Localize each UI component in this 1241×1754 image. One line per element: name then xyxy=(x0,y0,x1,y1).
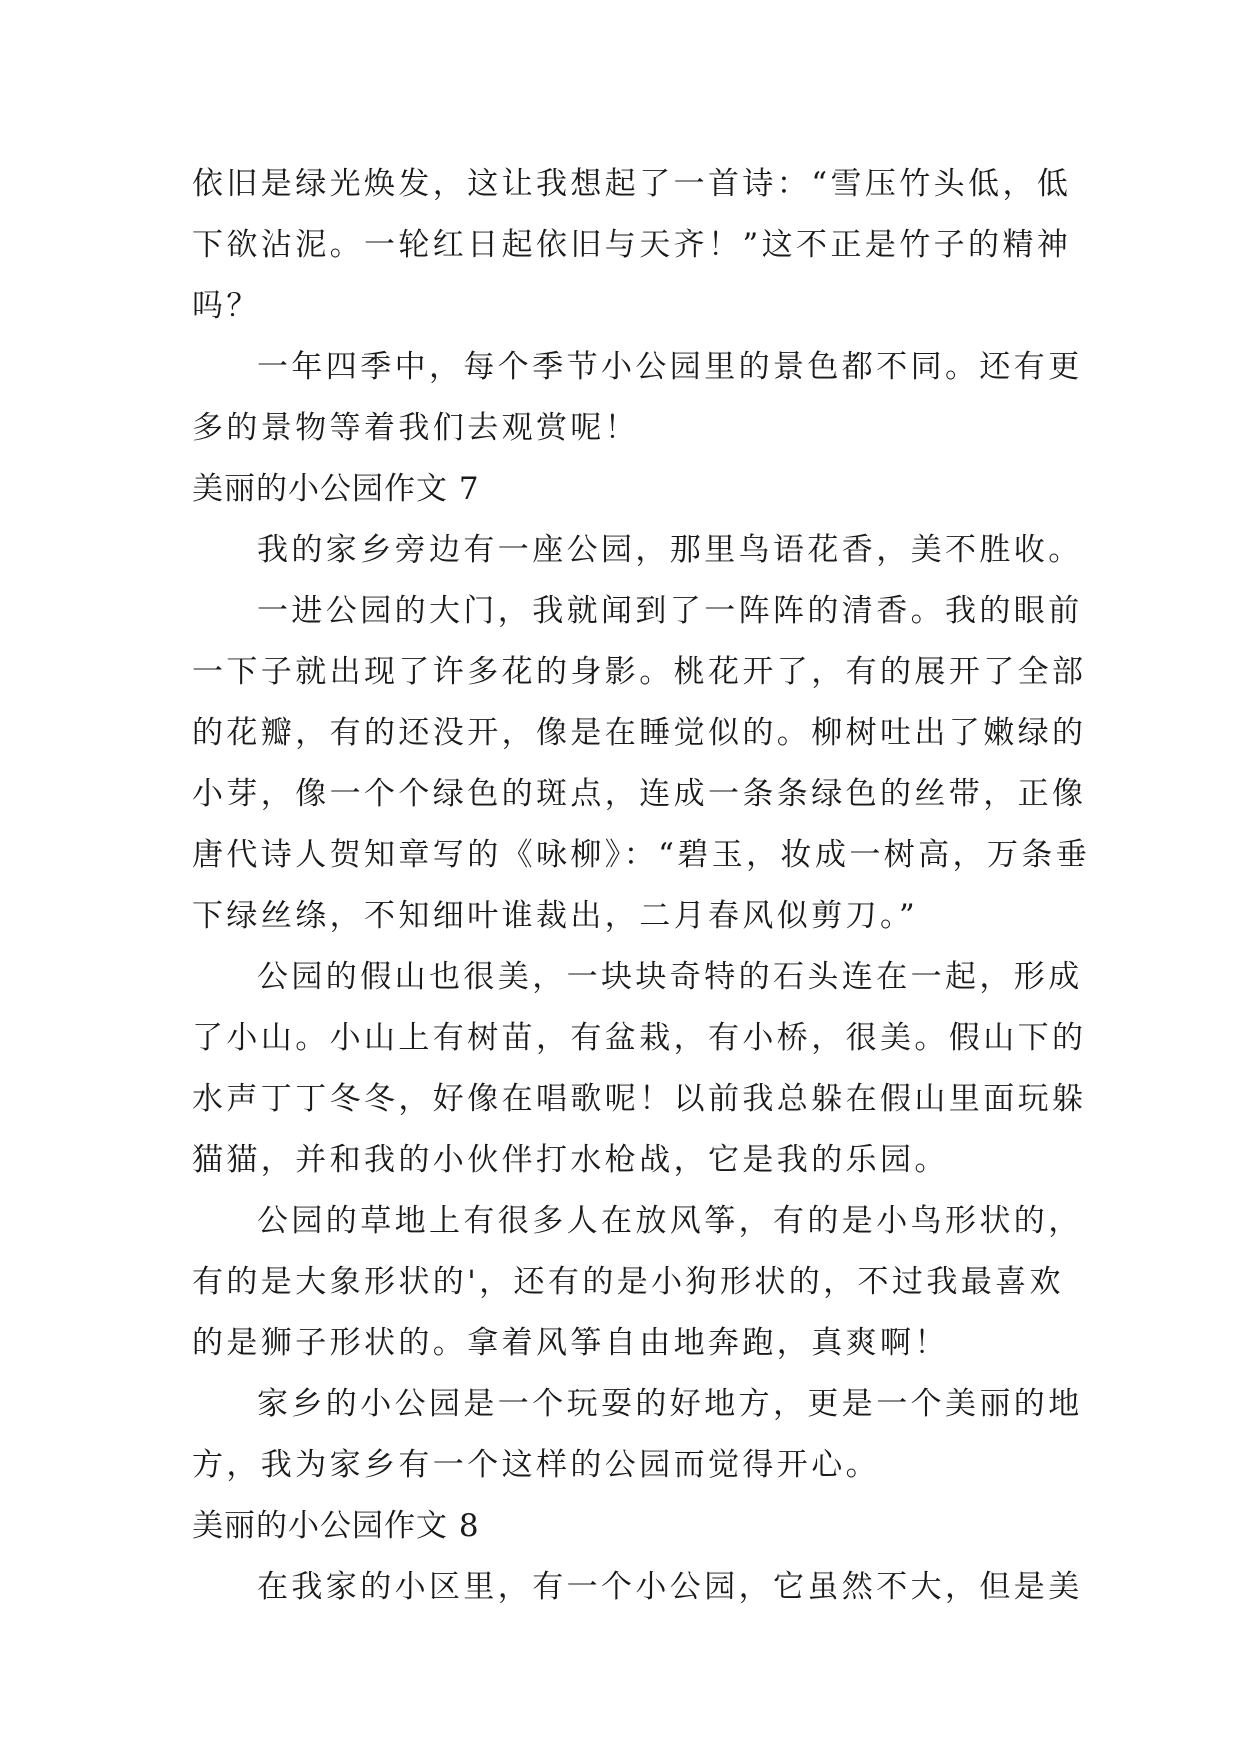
paragraph-line: 方，我为家乡有一个这样的公园而觉得开心。 xyxy=(192,1447,880,1483)
paragraph-line: 唐代诗人贺知章写的《咏柳》：“碧玉，妆成一树高，万条垂 xyxy=(192,837,1091,873)
paragraph-line: 了小山。小山上有树苗，有盆栽，有小桥，很美。假山下的 xyxy=(192,1020,1087,1056)
section-heading: 美丽的小公园作文 8 xyxy=(192,1508,480,1544)
paragraph-line: 小芽，像一个个绿色的斑点，连成一条条绿色的丝带，正像 xyxy=(192,776,1087,812)
paragraph-line: 公园的假山也很美，一块块奇特的石头连在一起，形成 xyxy=(257,959,1083,995)
paragraph-line: 在我家的小区里，有一个小公园，它虽然不大，但是美 xyxy=(257,1569,1083,1605)
section-heading: 美丽的小公园作文 7 xyxy=(192,471,480,507)
paragraph-line: 多的景物等着我们去观赏呢！ xyxy=(192,410,640,446)
paragraph-line: 一下子就出现了许多花的身影。桃花开了，有的展开了全部 xyxy=(192,654,1087,690)
paragraph-line: 公园的草地上有很多人在放风筝，有的是小鸟形状的， xyxy=(257,1203,1083,1239)
paragraph-line: 一年四季中，每个季节小公园里的景色都不同。还有更 xyxy=(257,349,1083,385)
paragraph-line: 的花瓣，有的还没开，像是在睡觉似的。柳树吐出了嫩绿的 xyxy=(192,715,1087,751)
paragraph-line: 的是狮子形状的。拿着风筝自由地奔跑，真爽啊！ xyxy=(192,1325,949,1361)
paragraph-line: 水声丁丁冬冬，好像在唱歌呢！以前我总躲在假山里面玩躲 xyxy=(192,1081,1087,1117)
paragraph-line: 猫猫，并和我的小伙伴打水枪战，它是我的乐园。 xyxy=(192,1142,949,1178)
document-body xyxy=(192,154,1091,1618)
paragraph-line: 有的是大象形状的'，还有的是小狗形状的，不过我最喜欢 xyxy=(192,1264,1064,1300)
paragraph-line: 吗？ xyxy=(192,288,261,324)
paragraph-line: 一进公园的大门，我就闻到了一阵阵的清香。我的眼前 xyxy=(257,593,1083,629)
paragraph-line: 下欲沾泥。一轮红日起依旧与天齐！”这不正是竹子的精神 xyxy=(192,227,1072,263)
paragraph-line: 依旧是绿光焕发，这让我想起了一首诗：“雪压竹头低，低 xyxy=(192,166,1072,202)
paragraph-line: 家乡的小公园是一个玩耍的好地方，更是一个美丽的地 xyxy=(257,1386,1083,1422)
paragraph-line: 下绿丝绦，不知细叶谁裁出，二月春风似剪刀。” xyxy=(192,898,919,934)
paragraph-line: 我的家乡旁边有一座公园，那里鸟语花香，美不胜收。 xyxy=(257,532,1083,568)
